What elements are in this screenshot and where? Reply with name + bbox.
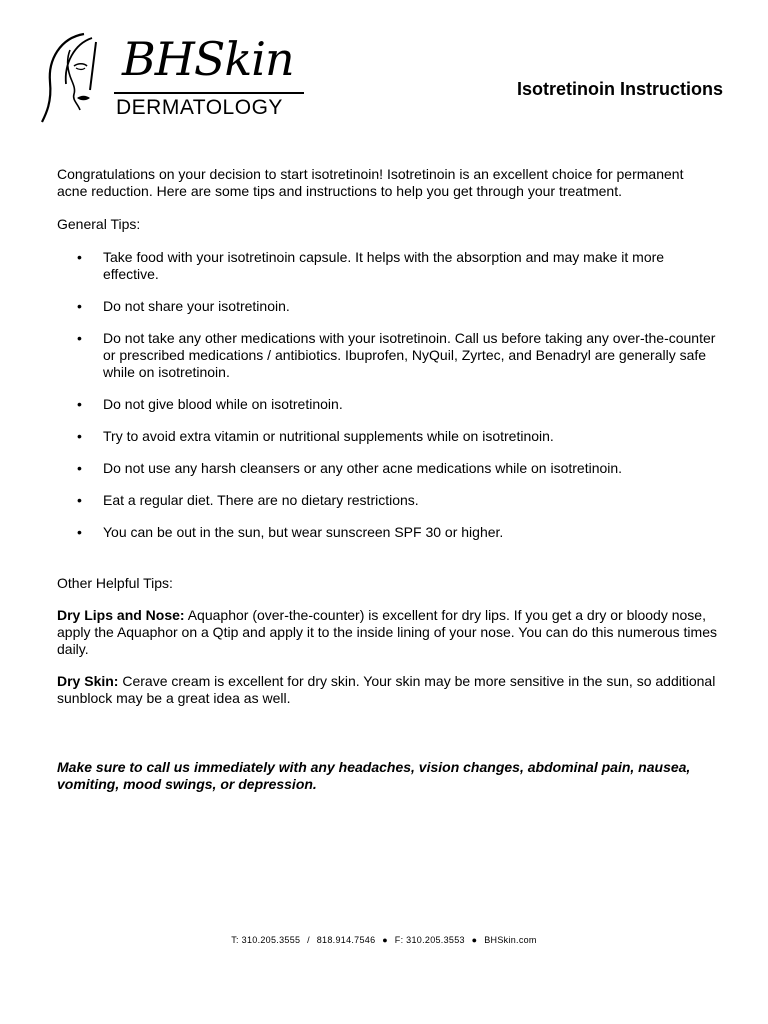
logo-divider — [114, 92, 304, 94]
bullet-icon: • — [77, 428, 82, 444]
dry-skin-tip — [57, 673, 717, 707]
brand-logo — [40, 30, 320, 130]
dot-separator-icon: ● — [471, 935, 478, 945]
general-tips-list — [57, 249, 717, 541]
website-link: BHSkin.com — [484, 935, 537, 945]
fax-number: F: 310.205.3553 — [394, 935, 465, 945]
page-title: Isotretinoin Instructions — [516, 79, 723, 99]
bullet-icon: • — [77, 524, 82, 540]
list-item — [57, 249, 717, 283]
list-item — [57, 460, 717, 477]
list-item — [57, 396, 717, 413]
list-item-text: Eat a regular diet. There are no dietary restrictions. — [103, 492, 419, 508]
list-item-text: Do not take any other medications with your isotretinoin. Call us before taking any over-the-counter or prescribed medications / antibiotics. Ibuprofen, NyQuil, Zyrtec, and Benadryl are generally safe while on isotretinoin. — [103, 330, 716, 380]
other-tips-label: Other Helpful Tips: — [57, 575, 173, 591]
list-item-text: Do not use any harsh cleansers or any other acne medications while on isotretinoin. — [103, 460, 623, 476]
bullet-icon: • — [77, 330, 82, 346]
bullet-icon: • — [77, 460, 82, 476]
list-item-text: You can be out in the sun, but wear sunscreen SPF 30 or higher. — [103, 524, 504, 540]
intro-paragraph: Congratulations on your decision to start isotretinoin! Isotretinoin is an excellent choice for permanent acne reduction. Here are some tips and instructions to help you get through your treatment. — [57, 166, 684, 199]
dry-lips-tip — [57, 607, 717, 658]
dry-lips-heading: Dry Lips and Nose: — [57, 607, 185, 623]
face-profile-icon — [40, 30, 120, 130]
phone-number: T: 310.205.3555 — [231, 935, 301, 945]
list-item-text: Take food with your isotretinoin capsule. It helps with the absorption and may make it more effective. — [103, 249, 665, 282]
list-item — [57, 298, 717, 315]
list-item-text: Do not give blood while on isotretinoin. — [103, 396, 343, 412]
list-item — [57, 524, 717, 541]
bullet-icon: • — [77, 298, 82, 314]
bullet-icon: • — [77, 249, 82, 265]
phone-number-2: 818.914.7546 — [316, 935, 376, 945]
warning-notice: Make sure to call us immediately with any headaches, vision changes, abdominal pain, nausea, vomiting, mood swings, or depression. — [57, 759, 691, 792]
list-item — [57, 492, 717, 509]
dry-skin-text: Cerave cream is excellent for dry skin. Your skin may be more sensitive in the sun, so additional sunblock may be a great idea as well. — [57, 673, 716, 706]
bullet-icon: • — [77, 396, 82, 412]
list-item — [57, 428, 717, 445]
bullet-icon: • — [77, 492, 82, 508]
dry-lips-text: Aquaphor (over-the-counter) is excellent for dry lips. If you get a dry or bloody nose, apply the Aquaphor on a Qtip and apply it to the inside lining of your nose. You can do this numerous times daily. — [57, 607, 717, 657]
logo-wordmark: BHSkin — [122, 32, 294, 86]
logo-subtitle: DERMATOLOGY — [116, 96, 283, 119]
dot-separator-icon: ● — [382, 935, 388, 945]
list-item — [57, 330, 717, 381]
list-item-text: Do not share your isotretinoin. — [103, 298, 290, 314]
general-tips-label: General Tips: — [57, 216, 141, 232]
separator: / — [307, 935, 310, 945]
list-item-text: Try to avoid extra vitamin or nutritional supplements while on isotretinoin. — [103, 428, 554, 444]
dry-skin-heading: Dry Skin: — [57, 673, 119, 689]
document-body — [57, 166, 717, 793]
contact-footer — [0, 935, 768, 945]
